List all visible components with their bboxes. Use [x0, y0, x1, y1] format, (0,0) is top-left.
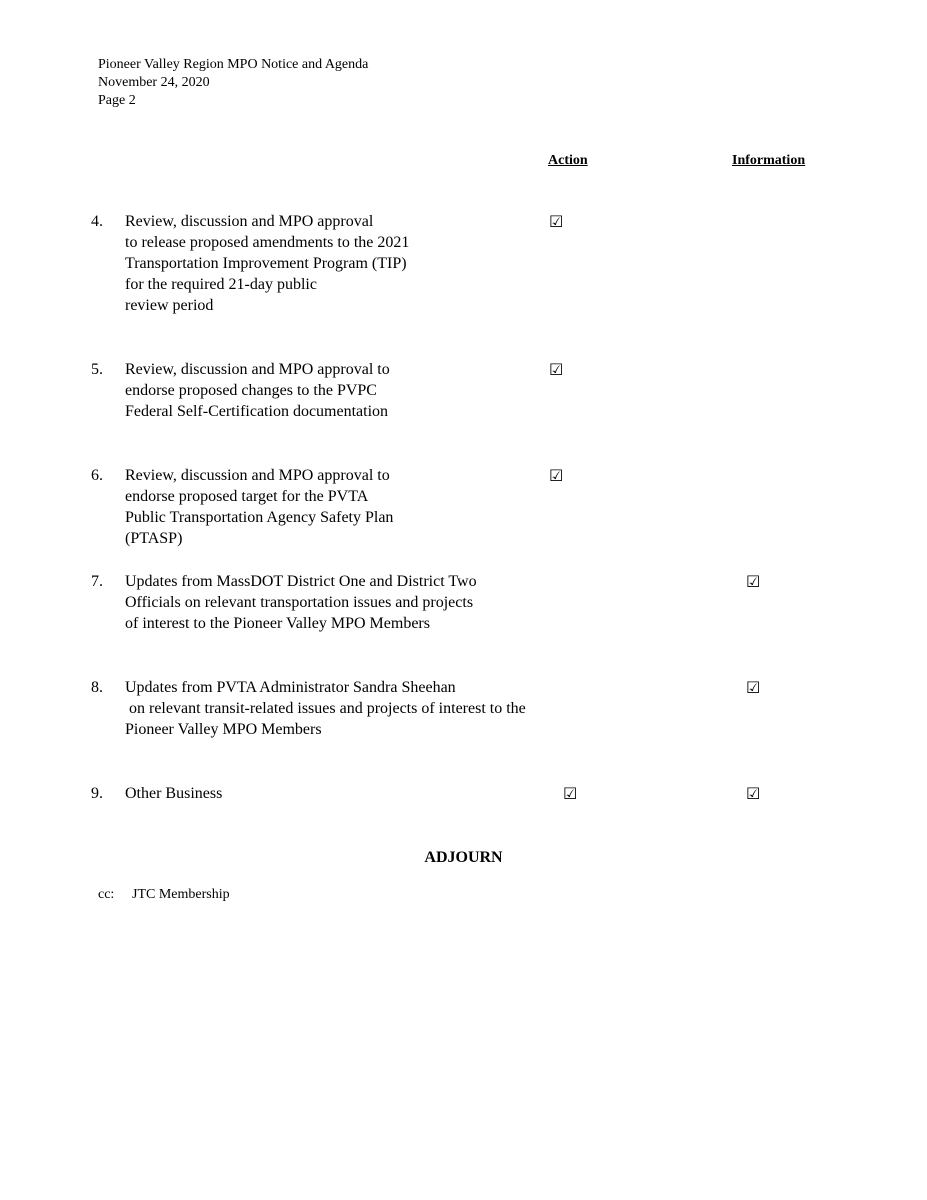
agenda-item-text	[125, 359, 390, 422]
action-checkbox-icon: ☑	[549, 466, 564, 485]
action-checkbox-icon: ☑	[549, 360, 564, 379]
agenda-item-text	[125, 211, 409, 316]
agenda-item-line: to release proposed amendments to the 2021	[125, 234, 410, 251]
agenda-item-line: Pioneer Valley MPO Members	[125, 721, 322, 738]
agenda-item-line: Review, discussion and MPO approval	[125, 213, 374, 230]
information-checkbox-icon: ☑	[746, 784, 761, 803]
agenda-item-line: Public Transportation Agency Safety Plan	[125, 509, 394, 526]
agenda-item-line: endorse proposed changes to the PVPC	[125, 382, 377, 399]
cc-label: cc:	[98, 887, 115, 902]
information-checkbox-icon: ☑	[746, 678, 761, 697]
agenda-item-number: 4.	[91, 213, 103, 230]
adjourn-heading: ADJOURN	[424, 849, 503, 866]
agenda-item-text	[125, 677, 526, 740]
action-column-header: Action	[548, 153, 588, 168]
agenda-item-line: (PTASP)	[125, 530, 183, 547]
agenda-item-text	[125, 783, 222, 804]
agenda-item-number: 7.	[91, 573, 103, 590]
agenda-item-line: Updates from PVTA Administrator Sandra Sheehan	[125, 679, 456, 696]
agenda-item-line: of interest to the Pioneer Valley MPO Members	[125, 615, 430, 632]
agenda-item-line: Federal Self-Certification documentation	[125, 403, 389, 420]
agenda-item-number: 9.	[91, 785, 103, 802]
action-checkbox-icon: ☑	[563, 784, 578, 803]
agenda-item-line: review period	[125, 297, 214, 314]
agenda-item-text	[125, 571, 477, 634]
information-column-header: Information	[732, 153, 806, 168]
agenda-item-line: on relevant transit-related issues and projects of interest to the	[125, 700, 526, 717]
agenda-item-line: Review, discussion and MPO approval to	[125, 361, 390, 378]
agenda-item-number: 8.	[91, 679, 103, 696]
agenda-item-line: Review, discussion and MPO approval to	[125, 467, 390, 484]
agenda-item-text	[125, 465, 393, 549]
document-title: Pioneer Valley Region MPO Notice and Agenda	[98, 57, 369, 72]
agenda-item-line: Transportation Improvement Program (TIP)	[125, 255, 407, 272]
cc-recipients: JTC Membership	[132, 887, 230, 902]
agenda-item-line: endorse proposed target for the PVTA	[125, 488, 369, 505]
agenda-item-number: 6.	[91, 467, 103, 484]
agenda-item-line: Updates from MassDOT District One and District Two	[125, 573, 477, 590]
page-number: Page 2	[98, 93, 136, 108]
agenda-item-line: Other Business	[125, 785, 223, 802]
document-date: November 24, 2020	[98, 75, 210, 90]
information-checkbox-icon: ☑	[746, 572, 761, 591]
agenda-item-number: 5.	[91, 361, 103, 378]
agenda-item-line: Officials on relevant transportation issues and projects	[125, 594, 474, 611]
action-checkbox-icon: ☑	[549, 212, 564, 231]
agenda-item-line: for the required 21-day public	[125, 276, 317, 293]
